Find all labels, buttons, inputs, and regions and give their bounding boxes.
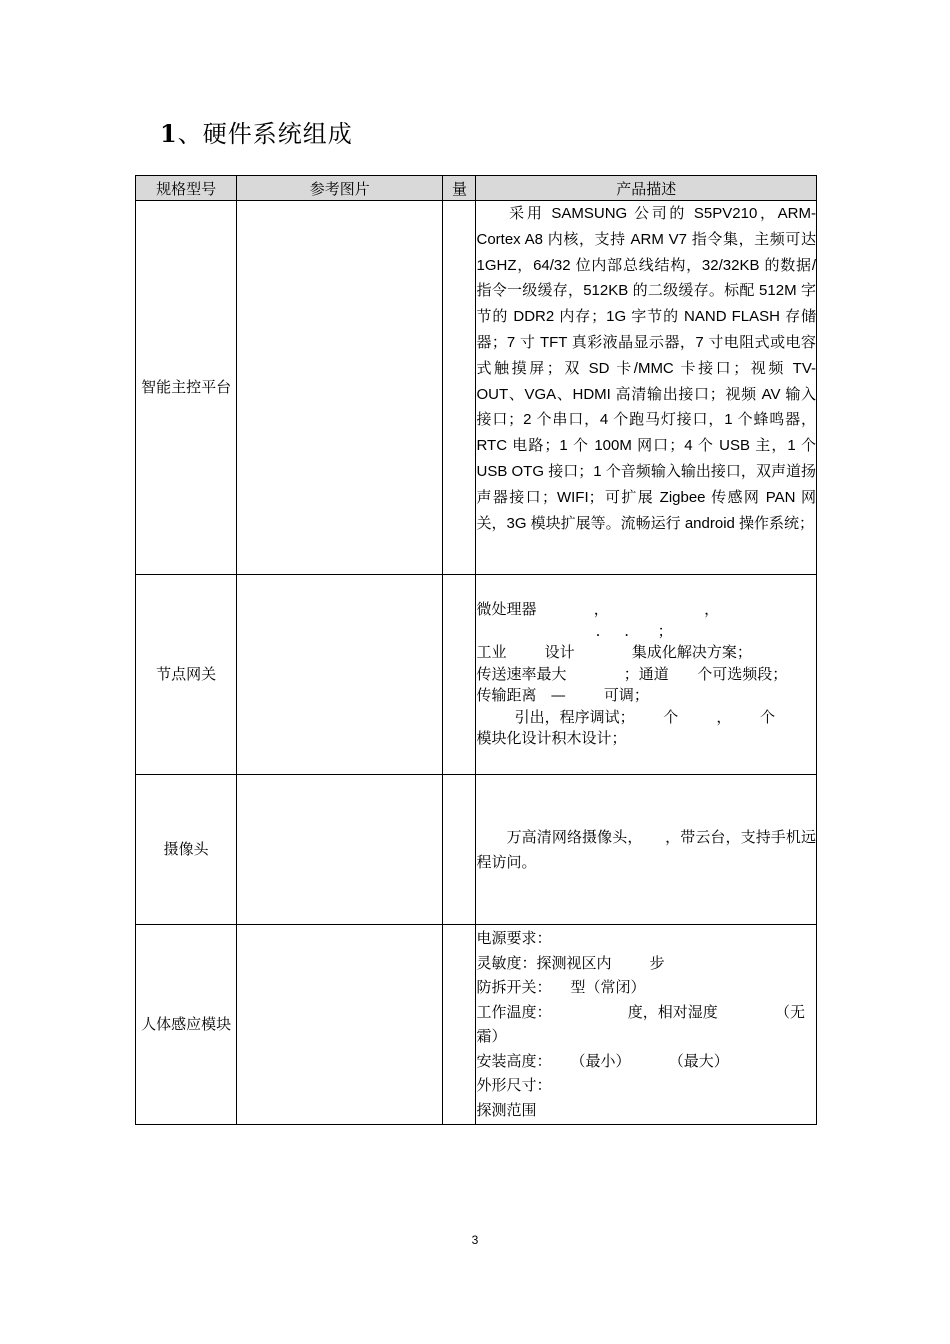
desc-text: 采用 SAMSUNG 公司的 S5PV210，ARM-Cortex A8 内核，支持 ARM V7 指令集，主频可达 1GHZ，64/32 位内部总线结构，32/32KB 的数据/指令一级缓存，512KB 的二级缓存。标配 512M 字节的 DDR2 内存；1G 字节的 NAND FLASH 存储器；7 寸 TFT 真彩液晶显示器，7 寸电阻式或电容式触摸屏；双 SD 卡/MMC 卡接口；视频 TV-OUT、VGA、HDMI 高清输出接口；视频 AV 输入接口；2 个串口，4 个跑马灯接口，1 个蜂鸣器，RTC 电路；1 个 100M 网口；4 个 USB 主，1 个 USB OTG 接口；1 个音频输入输出接口，双声道扬声器接口；WIFI；可扩展 Zigbee 传感网 PAN 网关，3G 模块扩展等。流畅运行 android 操作系统； xyxy=(476,205,816,532)
section-heading xyxy=(160,114,353,149)
model-cell xyxy=(136,575,237,775)
desc-line: 安装高度： （最小） （最大） xyxy=(476,1051,729,1070)
table-row xyxy=(136,201,817,575)
desc-line: 防拆开关： 型（常闭） xyxy=(476,978,646,996)
desc-line: 微处理器 ， ， xyxy=(476,600,720,619)
section-title: 、硬件系统组成 xyxy=(177,120,353,148)
desc-line: 工作温度： 度，相对湿度 （无 xyxy=(476,1002,805,1021)
table-header-row xyxy=(136,176,817,201)
desc-line: 霜） xyxy=(476,1027,507,1045)
desc-line: 电源要求： xyxy=(476,929,552,947)
qty-cell xyxy=(443,575,476,775)
qty-cell xyxy=(443,925,476,1125)
desc-cell xyxy=(476,201,817,575)
desc-line: 探测范围 xyxy=(476,1100,537,1119)
image-cell xyxy=(237,775,443,925)
image-cell xyxy=(237,925,443,1125)
model-cell xyxy=(136,775,237,925)
model-label: 人体感应模块 xyxy=(141,1015,232,1033)
hardware-table xyxy=(135,175,817,1125)
desc-line: . . ； xyxy=(476,621,673,640)
desc-line: 工业 设计 集成化解决方案； xyxy=(476,643,752,662)
desc-line: 引出，程序调试； 个 ， 个 xyxy=(476,707,775,726)
desc-line: 外形尺寸： xyxy=(476,1076,552,1094)
table-row xyxy=(136,575,817,775)
desc-line: 灵敏度：探测视区内 步 xyxy=(476,953,665,972)
header-model: 规格型号 xyxy=(136,176,237,201)
desc-line: 传输距离 — 可调； xyxy=(476,686,649,705)
header-qty: 量 xyxy=(443,176,476,201)
header-image: 参考图片 xyxy=(237,176,443,201)
image-cell xyxy=(237,575,443,775)
desc-text: 万高清网络摄像头， ，带云台，支持手机远程访问。 xyxy=(476,827,816,871)
table-row xyxy=(136,775,817,925)
section-number: 1 xyxy=(160,119,178,148)
qty-cell xyxy=(443,775,476,925)
model-cell xyxy=(136,201,237,575)
header-desc: 产品描述 xyxy=(476,176,817,201)
table-row xyxy=(136,925,817,1125)
desc-cell xyxy=(476,575,817,775)
image-cell xyxy=(237,201,443,575)
qty-cell xyxy=(443,201,476,575)
desc-cell xyxy=(476,925,817,1125)
model-label: 节点网关 xyxy=(156,665,217,683)
model-label: 智能主控平台 xyxy=(141,378,232,396)
page-number: 3 xyxy=(471,1233,479,1247)
desc-line: 传送速率最大 ；通道 个可选频段； xyxy=(476,664,788,683)
desc-line: 模块化设计积木设计； xyxy=(476,729,627,748)
model-cell xyxy=(136,925,237,1125)
model-label: 摄像头 xyxy=(163,840,209,858)
desc-cell xyxy=(476,775,817,925)
